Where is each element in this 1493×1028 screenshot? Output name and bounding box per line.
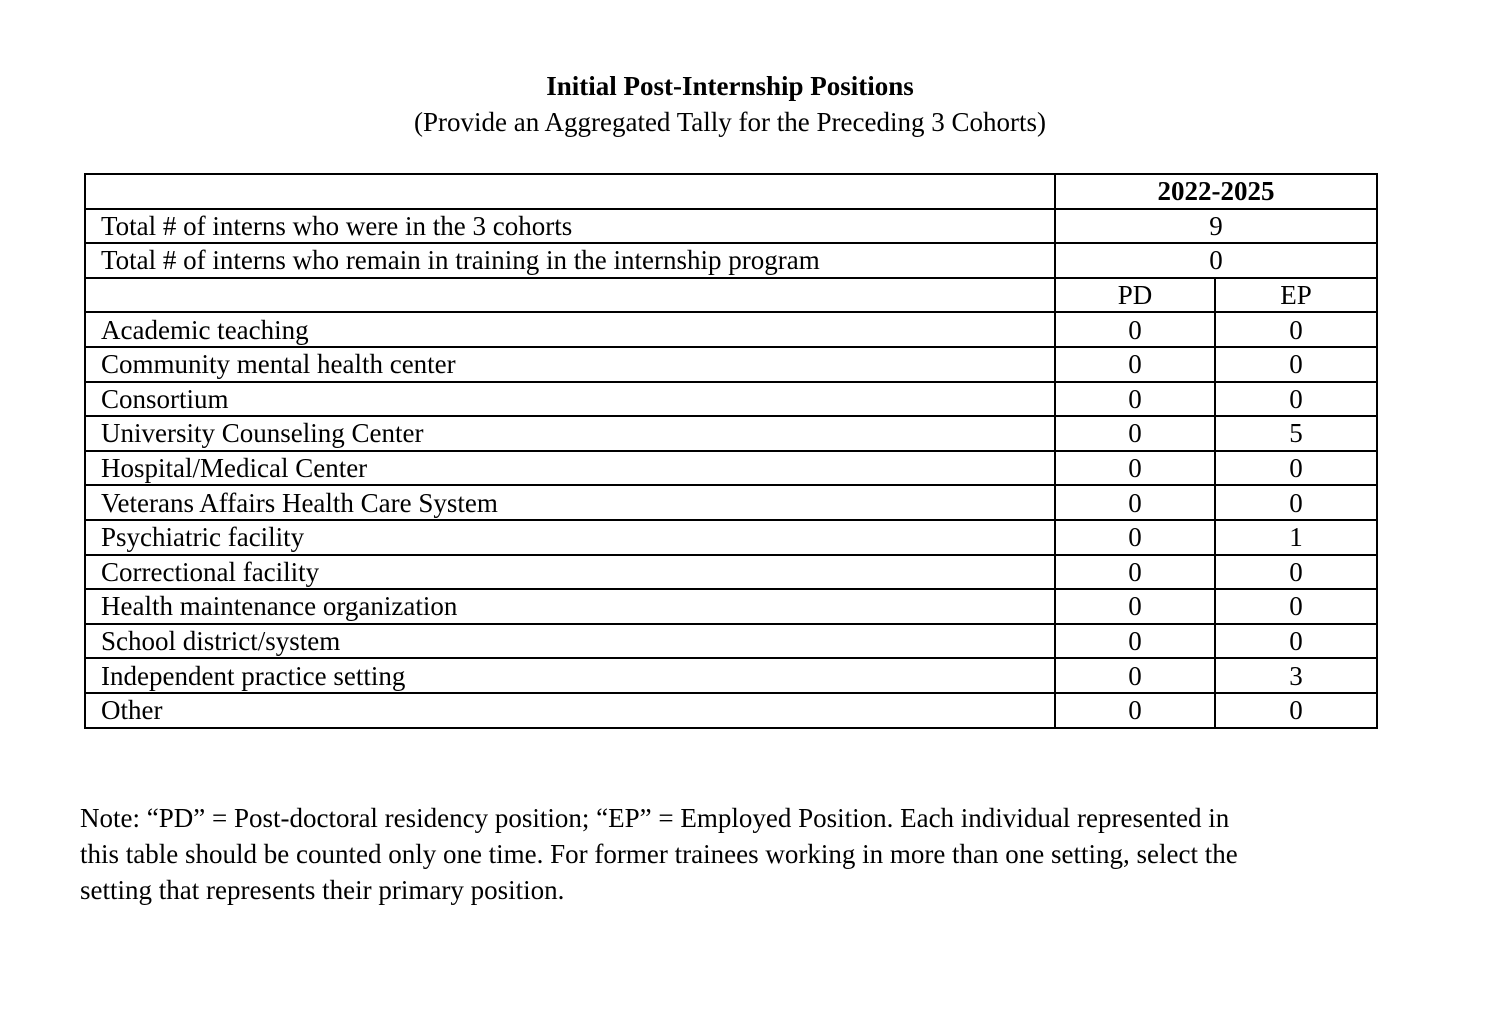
pd-count: 0 <box>1055 451 1215 486</box>
pd-count: 0 <box>1055 312 1215 347</box>
setting-label: Other <box>85 693 1055 728</box>
setting-label: Psychiatric facility <box>85 520 1055 555</box>
year-header: 2022-2025 <box>1055 174 1377 209</box>
ep-count: 0 <box>1215 347 1377 382</box>
table-row <box>85 658 1377 693</box>
pd-count: 0 <box>1055 693 1215 728</box>
page-title: Initial Post-Internship Positions <box>546 71 914 101</box>
table-row <box>85 520 1377 555</box>
table-note: Note: “PD” = Post-doctoral residency position; “EP” = Employed Position. Each individual represented in this table should be counted only one time. For former trainees working in more than one setting, select the setting that represents their primary position. <box>80 803 1238 905</box>
ep-count: 0 <box>1215 312 1377 347</box>
pd-count: 0 <box>1055 658 1215 693</box>
table-row <box>85 589 1377 624</box>
remaining-interns-value: 0 <box>1055 243 1377 278</box>
table-row <box>85 312 1377 347</box>
table-row <box>85 382 1377 417</box>
remaining-interns-row <box>85 243 1377 278</box>
setting-label: Consortium <box>85 382 1055 417</box>
positions-table-body <box>85 174 1377 728</box>
ep-count: 5 <box>1215 416 1377 451</box>
header-empty-cell <box>85 174 1055 209</box>
ep-count: 0 <box>1215 555 1377 590</box>
setting-label: Correctional facility <box>85 555 1055 590</box>
setting-label: Independent practice setting <box>85 658 1055 693</box>
pd-column-header: PD <box>1055 278 1215 313</box>
table-header-row <box>85 174 1377 209</box>
pd-count: 0 <box>1055 347 1215 382</box>
setting-label: School district/system <box>85 624 1055 659</box>
setting-label: Health maintenance organization <box>85 589 1055 624</box>
setting-label: Veterans Affairs Health Care System <box>85 485 1055 520</box>
ep-count: 3 <box>1215 658 1377 693</box>
ep-column-header: EP <box>1215 278 1377 313</box>
table-row <box>85 555 1377 590</box>
total-interns-label: Total # of interns who were in the 3 cohorts <box>85 209 1055 244</box>
ep-count: 0 <box>1215 451 1377 486</box>
table-row <box>85 624 1377 659</box>
ep-count: 0 <box>1215 589 1377 624</box>
remaining-interns-label: Total # of interns who remain in training in the internship program <box>85 243 1055 278</box>
setting-label: Community mental health center <box>85 347 1055 382</box>
page-subtitle: (Provide an Aggregated Tally for the Preceding 3 Cohorts) <box>414 107 1046 137</box>
pd-count: 0 <box>1055 555 1215 590</box>
table-row <box>85 451 1377 486</box>
pd-count: 0 <box>1055 520 1215 555</box>
ep-count: 0 <box>1215 485 1377 520</box>
pd-count: 0 <box>1055 382 1215 417</box>
table-row <box>85 347 1377 382</box>
positions-table <box>84 173 1378 729</box>
pd-count: 0 <box>1055 416 1215 451</box>
pd-count: 0 <box>1055 624 1215 659</box>
setting-label: Academic teaching <box>85 312 1055 347</box>
ep-count: 0 <box>1215 693 1377 728</box>
column-header-row <box>85 278 1377 313</box>
ep-count: 1 <box>1215 520 1377 555</box>
total-interns-row <box>85 209 1377 244</box>
ep-count: 0 <box>1215 624 1377 659</box>
table-row <box>85 416 1377 451</box>
setting-label: University Counseling Center <box>85 416 1055 451</box>
table-row <box>85 693 1377 728</box>
table-row <box>85 485 1377 520</box>
setting-label: Hospital/Medical Center <box>85 451 1055 486</box>
pd-count: 0 <box>1055 589 1215 624</box>
total-interns-value: 9 <box>1055 209 1377 244</box>
ep-count: 0 <box>1215 382 1377 417</box>
column-header-empty-cell <box>85 278 1055 313</box>
pd-count: 0 <box>1055 485 1215 520</box>
